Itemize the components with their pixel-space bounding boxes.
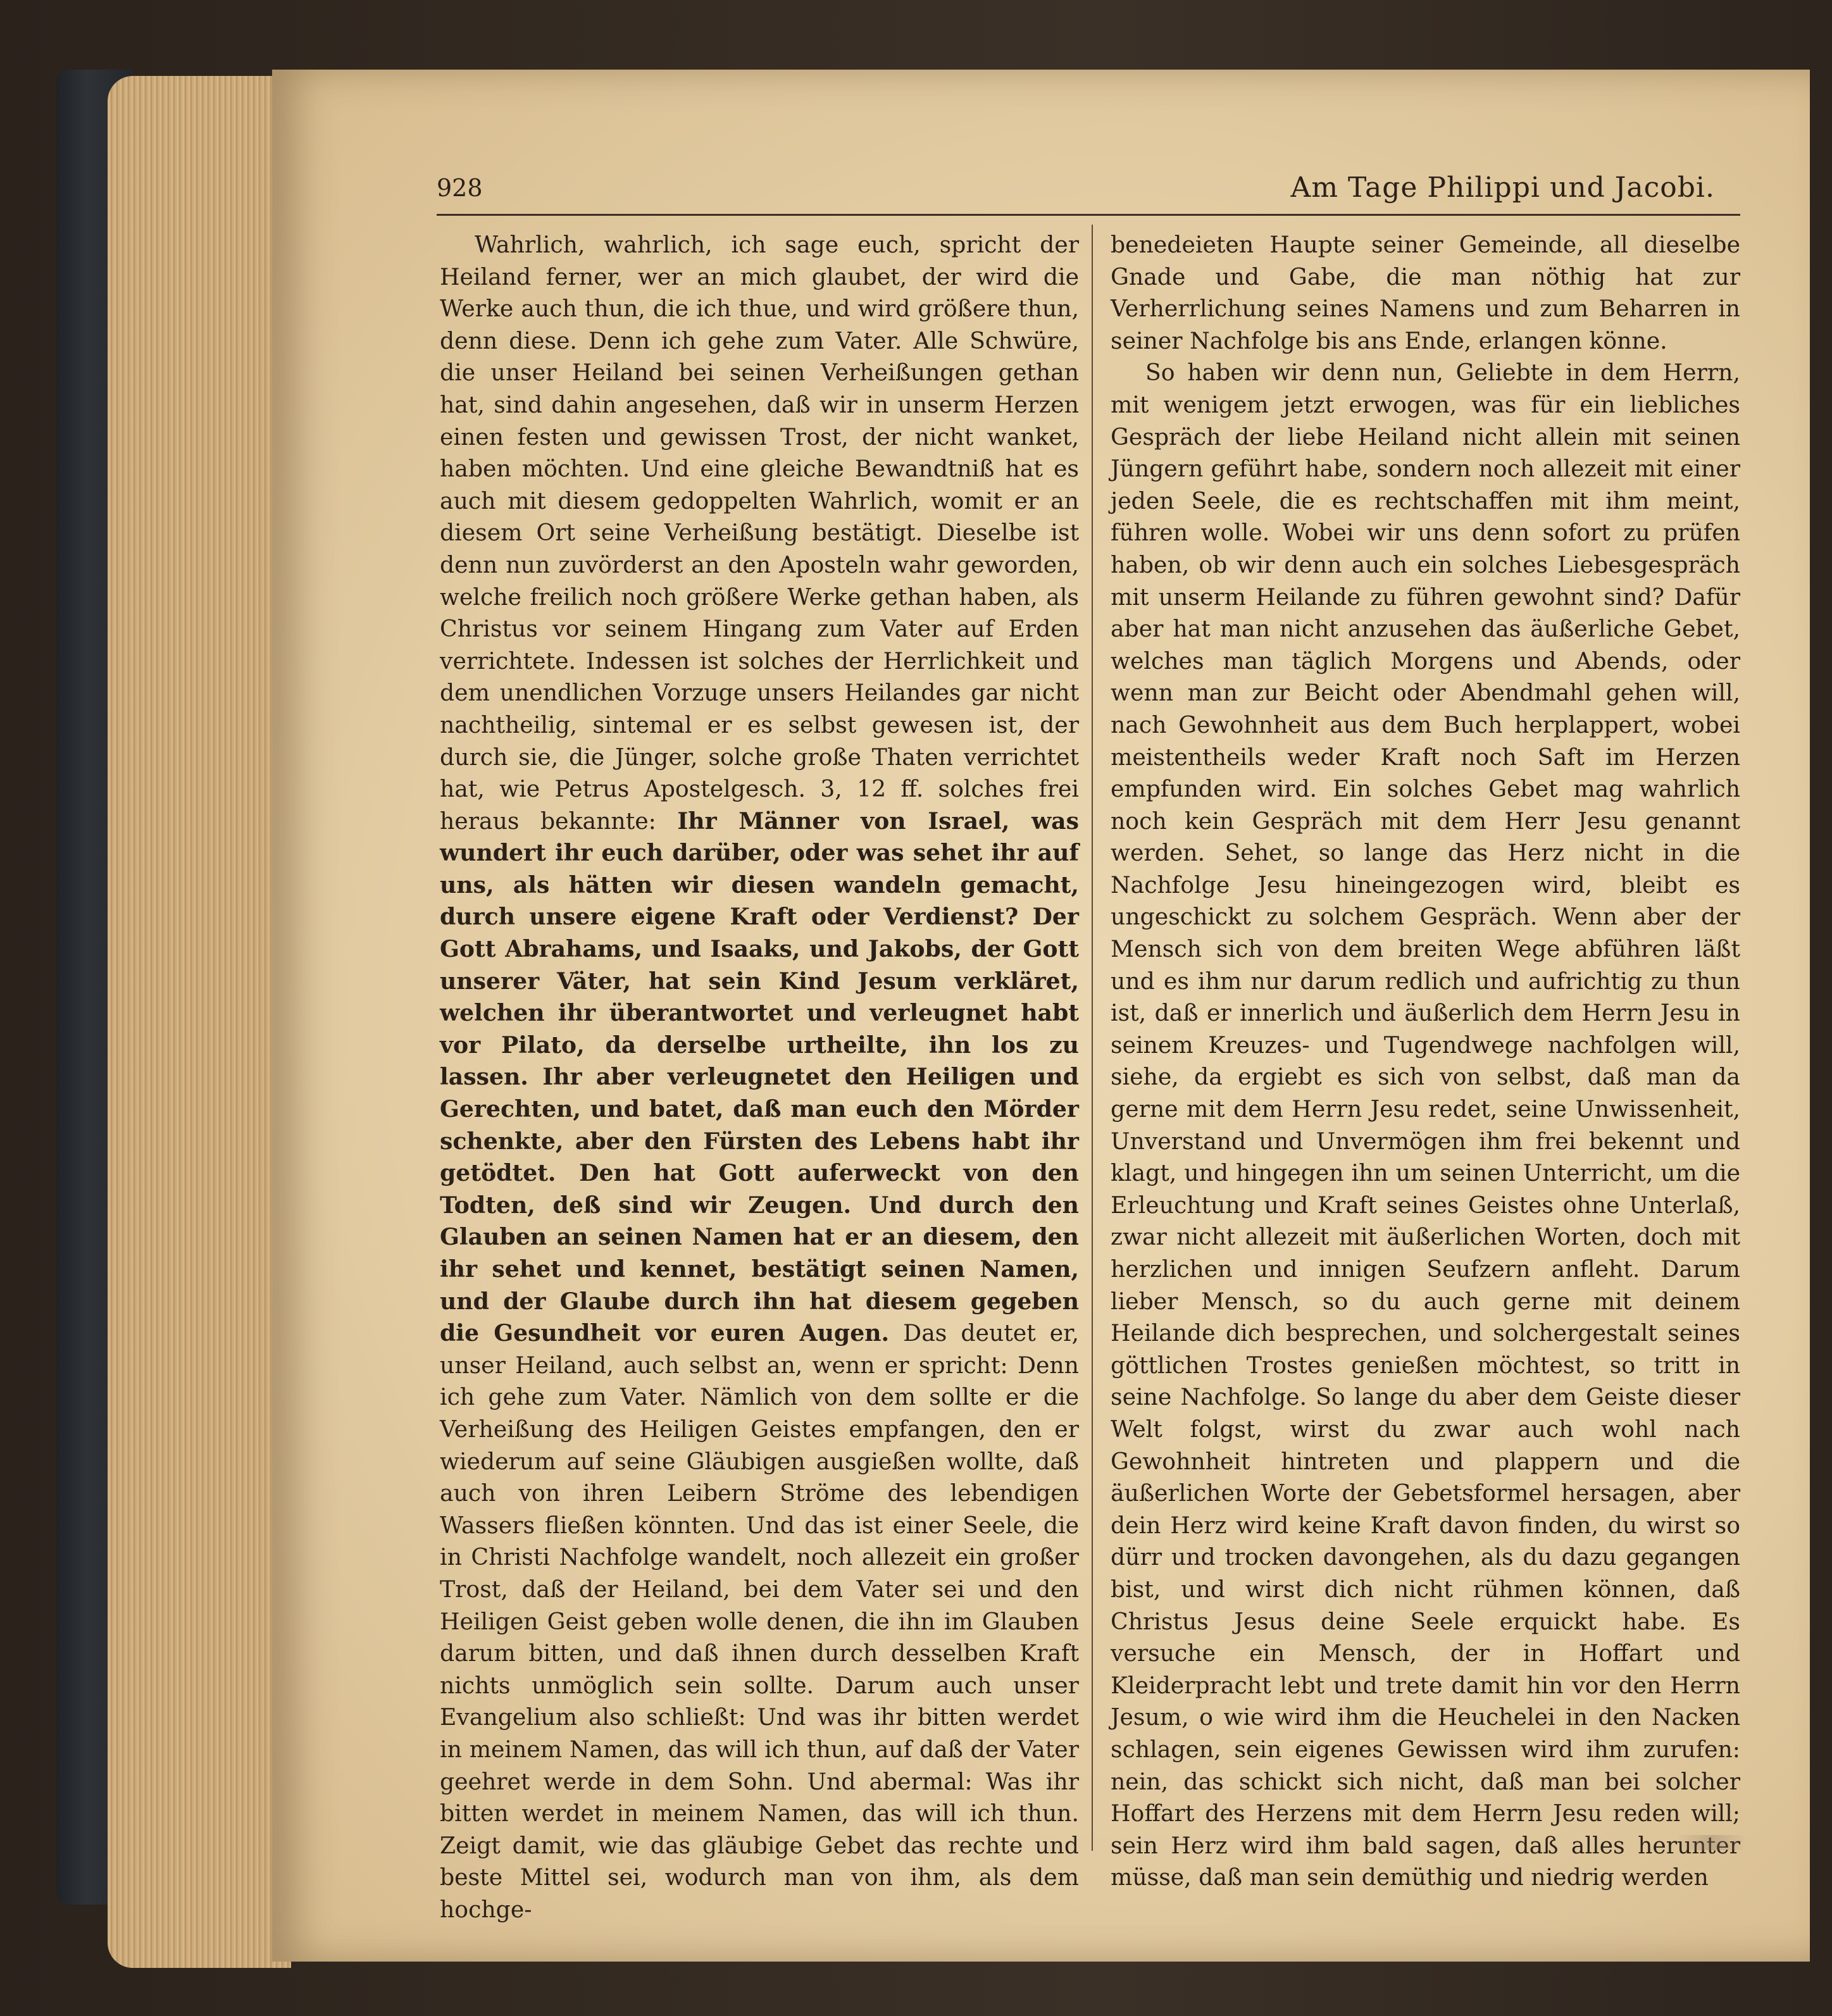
page-edges <box>108 76 291 1968</box>
faint-stamp <box>1677 1835 1747 1850</box>
header-rule <box>437 214 1740 216</box>
text-run: Das deutet er, unser Heiland, auch selbst an, wenn er spricht: Denn ich gehe zum Vater. Nämlich von dem sollte er die Verheißung des Heiligen Geistes empfangen, den er wiederum auf seine Gläubigen ausgießen wollte, daß auch von ihren Leibern Ströme des lebendigen Wassers fließen könnten. Und das ist einer Seele, die in Christi Nachfolge wandelt, noch allezeit ein großer Trost, daß der Heiland, bei dem Vater sei und den Heiligen Geist geben wolle denen, die ihn im Glauben darum bitten, und daß ihnen durch desselben Kraft nichts unmöglich sein sollte. Darum auch unser Evangelium also schließt: Und was ihr bitten werdet in meinem Namen, das will ich thun, auf daß der Vater geehret werde in dem Sohn. Und abermal: Was ihr bitten werdet in meinem Namen, das will ich thun. Zeigt damit, wie das gläubige Gebet das rechte und beste Mittel sei, wodurch man von ihm, als dem hochge- <box>440 1319 1080 1923</box>
text-run: Wahrlich, wahrlich, ich sage euch, spricht der Heiland ferner, wer an mich glaubet, der wird die Werke auch thun, die ich thue, und wird größere thun, denn diese. Denn ich gehe zum Vater. Alle Schwüre, die unser Heiland bei seinen Verheißungen gethan hat, sind dahin angesehen, daß wir in unserm Herzen einen festen und gewissen Trost, der nicht wanket, haben möchten. Und eine gleiche Bewandtniß hat es auch mit diesem gedoppelten Wahrlich, womit er an diesem Ort seine Verheißung bestätigt. Dieselbe ist denn nun zuvörderst an den Aposteln wahr geworden, welche freilich noch größere Werke gethan haben, als Christus vor seinem Hingang zum Vater auf Erden verrichtete. Indessen ist solches der Herrlichkeit und dem unendlichen Vorzuge unsers Heilandes gar nicht nachtheilig, sintemal er es selbst gewesen ist, der durch sie, die Jünger, solche große Thaten verrichtet hat, wie Petrus Apostelgesch. 3, 12 ff. solches frei heraus bekannte: <box>440 231 1079 835</box>
running-head <box>437 166 1740 210</box>
paragraph: So haben wir denn nun, Geliebte in dem Herrn, mit wenigem jetzt erwogen, was für ein liebliches Gespräch der liebe Heiland nicht allein mit seinen Jüngern geführt habe, sondern noch allezeit mit einer jeden Seele, die es rechtschaffen mit ihm meint, führen wolle. Wobei wir uns denn sofort zu prüfen haben, ob wir denn auch ein solches Liebesgespräch mit unserm Heilande zu führen gewohnt sind? Dafür aber hat man nicht anzusehen das äußerliche Gebet, welches man täglich Morgens und Abends, oder wenn man zur Beicht oder Abendmahl gehen will, nach Gewohnheit aus dem Buch herplappert, wobei meistentheils weder Kraft noch Saft im Herzen empfunden wird. Ein solches Gebet mag wahrlich noch kein Gespräch mit dem Herr Jesu genannt werden. Sehet, so lange das Herz nicht in die Nachfolge Jesu hineingezogen wird, bleibt es ungeschickt zu solchem Gespräch. Wenn aber der Mensch sich von dem breiten Wege abführen läßt und es ihm nur darum redlich und aufrichtig zu thun ist, daß er innerlich und äußerlich dem Herrn Jesu in seinem Kreuzes- und Tugendwege nachfolgen will, siehe, da ergiebt es sich von selbst, daß man da gerne mit dem Herrn Jesu redet, seine Unwissenheit, Unverstand und Unvermögen ihm frei bekennt und klagt, und hingegen ihn um seinen Unterricht, um die Erleuchtung und Kraft seines Geistes ohne Unterlaß, zwar nicht allezeit mit äußerlichen Worten, doch mit herzlichen und innigen Seufzern anfleht. Darum lieber Mensch, so du auch gerne mit deinem Heilande dich besprechen, und solchergestalt seines göttlichen Trostes genießen möchtest, so tritt in seine Nachfolge. So lange du aber dem Geiste dieser Welt folgst, wirst du zwar auch wohl nach Gewohnheit hintreten und plappern und die äußerlichen Worte der Gebetsformel hersagen, aber dein Herz wird keine Kraft davon finden, du wirst so dürr und trocken davongehen, als du dazu gegangen bist, und wirst dich nicht rühmen können, daß Christus Jesus deine Seele erquickt habe. Es versuche ein Mensch, der in Hoffart und Kleiderpracht lebt und trete damit hin vor den Herrn Jesum, o wie wird ihm die Heuchelei in den Nacken schlagen, sein eigenes Gewissen wird ihm zurufen: nein, das schickt sich nicht, daß man bei solcher Hoffart des Herzens mit dem Herrn Jesu reden will; sein Herz wird ihm bald sagen, daß alles herunter müsse, daß man sein demüthig und niedrig werden <box>1111 359 1740 1891</box>
running-title: Am Tage Philippi und Jacobi. <box>1290 171 1715 204</box>
column-divider <box>1092 225 1093 1851</box>
left-column <box>440 229 1079 1926</box>
paragraph <box>440 229 1079 1926</box>
paragraph: benedeieten Haupte seiner Gemeinde, all dieselbe Gnade und Gabe, die man nöthig hat zur Verherrlichung seines Namens und zum Beharren in seiner Nachfolge bis ans Ende, erlangen könne. <box>1111 231 1740 354</box>
page-number: 928 <box>437 174 483 202</box>
right-column <box>1111 229 1740 1894</box>
scripture-quote: Ihr Männer von Israel, was wundert ihr euch darüber, oder was sehet ihr auf uns, als hätten wir diesen wandeln gemacht, durch unsere eigene Kraft oder Verdienst? Der Gott Abrahams, und Isaaks, und Jakobs, der Gott unserer Väter, hat sein Kind Jesum verkläret, welchen ihr überantwortet und verleugnet habt vor Pilato, da derselbe urtheilte, ihn los zu lassen. Ihr aber verleugnetet den Heiligen und Gerechten, und batet, daß man euch den Mörder schenkte, aber den Fürsten des Lebens habt ihr getödtet. Den hat Gott auferweckt von den Todten, deß sind wir Zeugen. Und durch den Glauben an seinen Namen hat er an diesem, den ihr sehet und kennet, bestätigt seinen Namen, und der Glaube durch ihn hat diesem gegeben die Gesundheit vor euren Augen. <box>440 807 1079 1347</box>
